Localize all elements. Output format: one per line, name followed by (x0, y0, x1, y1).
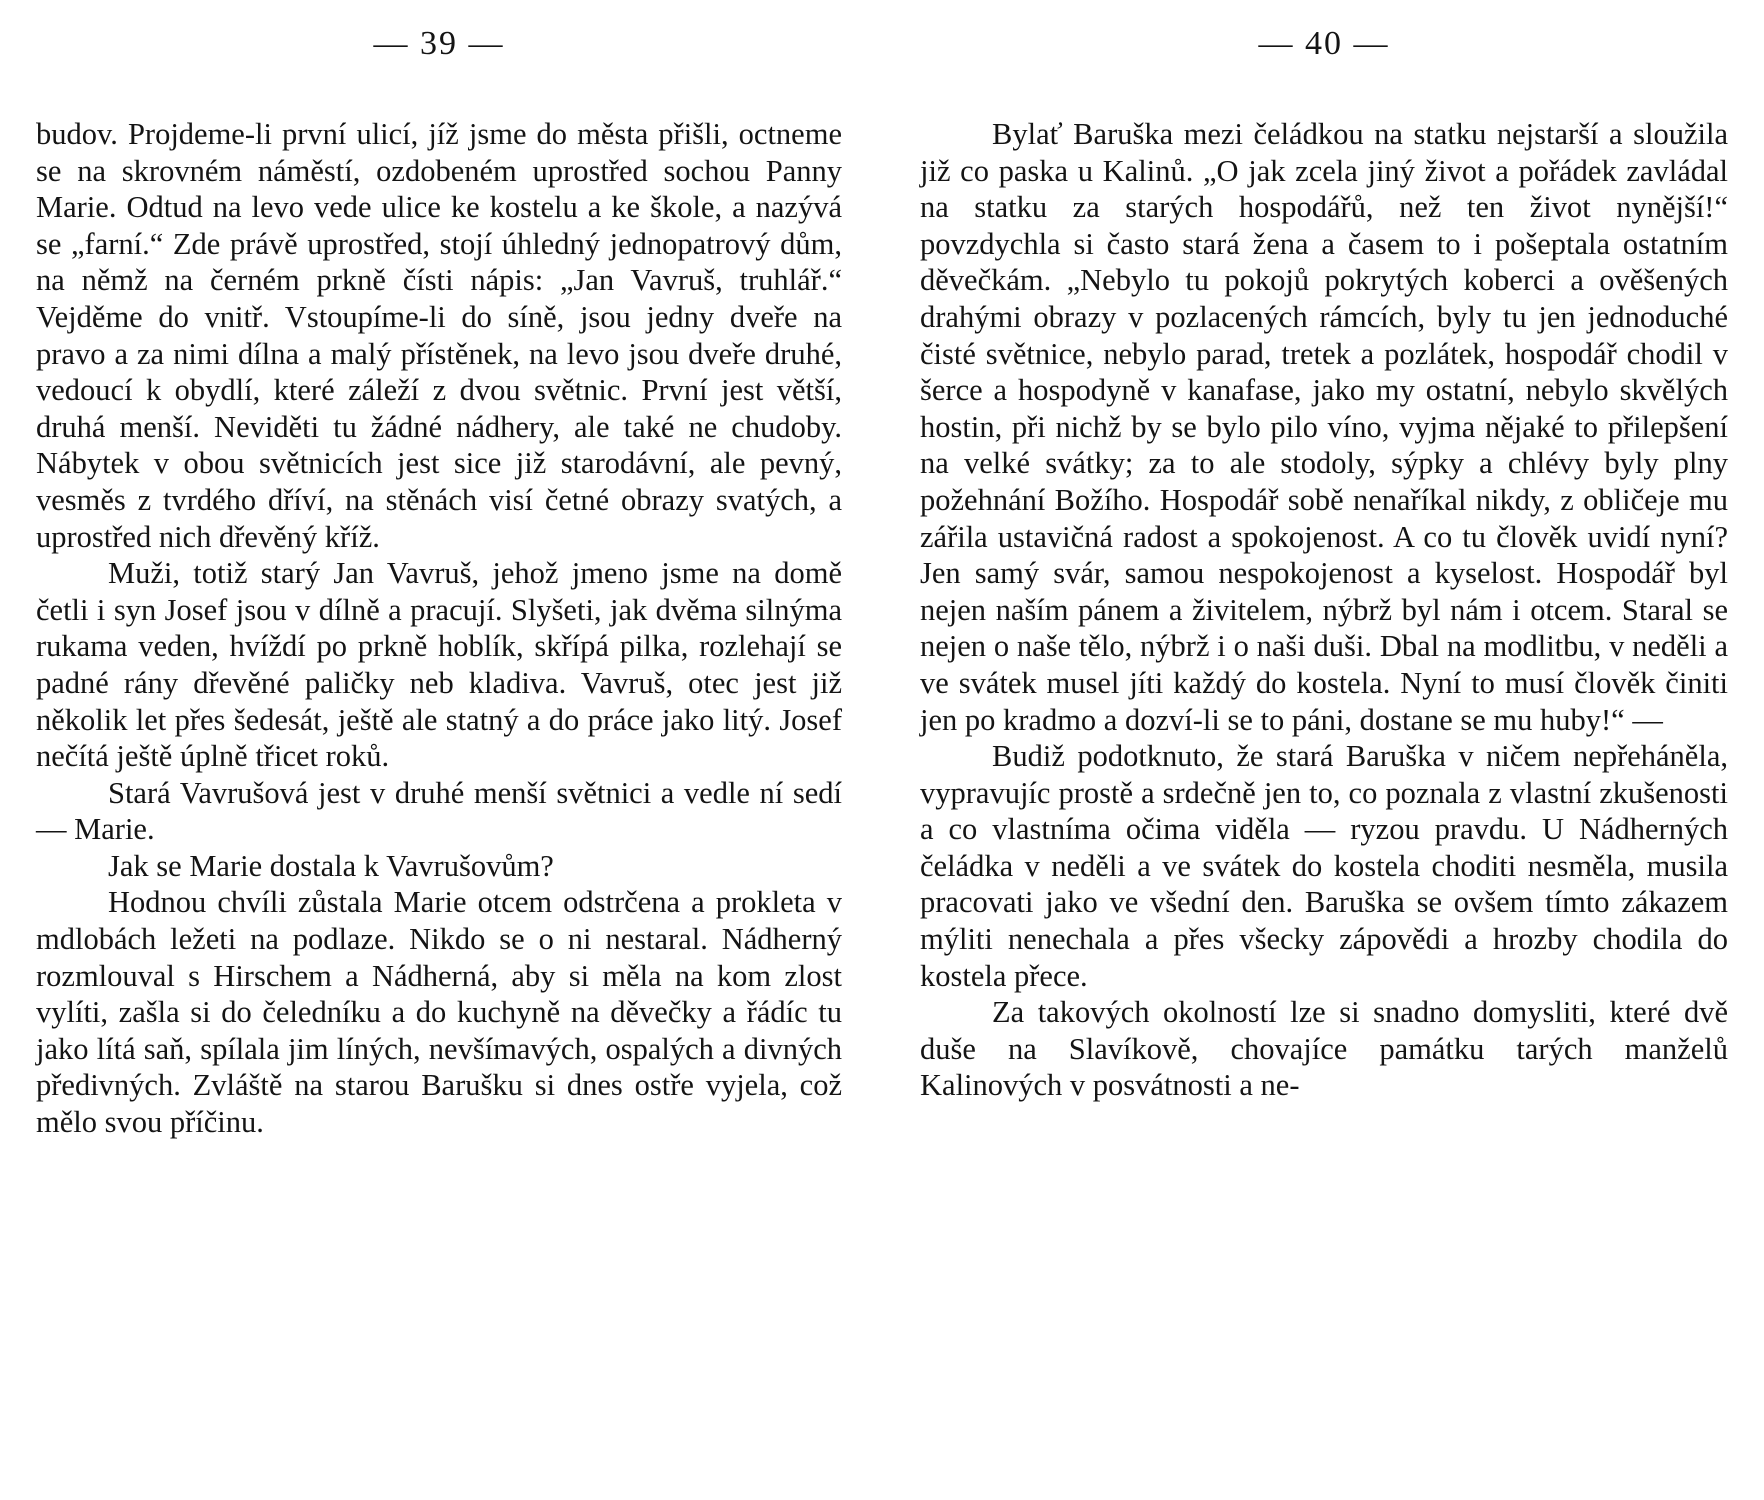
right-page (920, 18, 1728, 1104)
right-page-text (920, 116, 1728, 1104)
paragraph: Stará Vavrušová jest v druhé menší světnici a vedle ní sedí — Marie. (36, 775, 842, 847)
paragraph: Za takových okolností lze si snadno domysliti, které dvě duše na Slavíkově, chovajíce památku tarých manželů Kalinových v posvátnosti a ne- (920, 995, 1728, 1103)
page-number-39: — 39 — (373, 25, 505, 62)
paragraph: budov. Projdeme-li první ulicí, jíž jsme do města přišli, octneme se na skrovném náměstí, ozdobeném uprostřed sochou Panny Marie. Odtud na levo vede ulice ke kostelu a ke škole, a nazývá se „farní.“ Zde právě uprostřed, stojí úhledný jednopatrový dům, na němž na černém prkně čísti nápis: „Jan Vavruš, truhlář.“ Vejděme do vnitř. Vstoupíme-li do síně, jsou jedny dveře na pravo a za nimi dílna a malý přístěnek, na levo jsou dveře druhé, vedoucí k obydlí, které záleží z dvou světnic. První jest větší, druhá menší. Neviděti tu žádné nádhery, ale také ne chudoby. Nábytek v obou světnicích jest sice již starodávní, ale pevný, vesměs z tvrdého dříví, na stěnách visí četné obrazy svatých, a uprostřed nich dřevěný kříž. (36, 117, 842, 554)
paragraph: Muži, totiž starý Jan Vavruš, jehož jmeno jsme na domě četli i syn Josef jsou v dílně a pracují. Slyšeti, jak dvěma silnýma rukama veden, hvíždí po prkně hoblík, skřípá pilka, rozlehají se padné rány dřevěné paličky neb kladiva. Vavruš, otec jest již několik let přes šedesát, ještě ale statný a do práce jako litý. Josef nečítá ještě úplně třicet roků. (36, 556, 842, 774)
paragraph: Budiž podotknuto, že stará Baruška v ničem nepřeháněla, vypravujíc prostě a srdečně jen to, co poznala z vlastní zkušenosti a co vlastníma očima viděla — ryzou pravdu. U Nádherných čeládka v neděli a ve svátek do kostela choditi nesměla, musila pracovati jako ve všední den. Baruška se ovšem tímto zákazem mýliti nenechala a přes všecky zápovědi a hrozby chodila do kostela přece. (920, 739, 1728, 993)
paragraph: Jak se Marie dostala k Vavrušovům? (108, 848, 554, 883)
paragraph: Hodnou chvíli zůstala Marie otcem odstrčena a prokleta v mdlobách ležeti na podlaze. Nikdo se o ni nestaral. Nádherný rozmlouval s Hirschem a Nádherná, aby si měla na kom zlost vylíti, zašla si do čeledníku a do kuchyně na děvečky a řádíc tu jako lítá saň, spílala jim líných, nevšímavých, ospalých a divných předivných. Zvláště na starou Barušku si dnes ostře vyjela, což mělo svou příčinu. (36, 885, 842, 1140)
left-page (36, 18, 842, 1141)
paragraph: Bylať Baruška mezi čeládkou na statku nejstarší a sloužila již co paska u Kalinů. „O jak zcela jiný život a pořádek zavládal na statku za starých hospodářů, než ten život nynější!“ povzdychla si často stará žena a časem to i pošeptala ostatním děvečkám. „Nebylo tu pokojů pokrytých koberci a ověšených drahými obrazy v pozlacených rámcích, byly tu jen jednoduché čisté světnice, nebylo parad, tretek a pozlátek, hospodář chodil v šerce a hospodyně v kanafase, jako my ostatní, nebylo skvělých hostin, při nichž by se bylo pilo víno, vyjma nějaké to přilepšení na velké svátky; za to ale stodoly, sýpky a chlévy byly plny požehnání Božího. Hospodář sobě nenaříkal nikdy, z obličeje mu zářila ustavičná radost a spokojenost. A co tu člověk uvidí nyní? Jen samý svár, samou nespokojenost a kyselost. Hospodář byl nejen naším pánem a živitelem, nýbrž byl nám i otcem. Staral se nejen o naše tělo, nýbrž i o naši duši. Dbal na modlitbu, v neděli a ve svátek musel jíti každý do kostela. Nyní to musí člověk činiti jen po kradmo a dozví-li se to páni, dostane se mu huby!“ — (920, 117, 1728, 737)
left-page-text (36, 116, 842, 1141)
page-number-40: — 40 — (1258, 25, 1390, 62)
